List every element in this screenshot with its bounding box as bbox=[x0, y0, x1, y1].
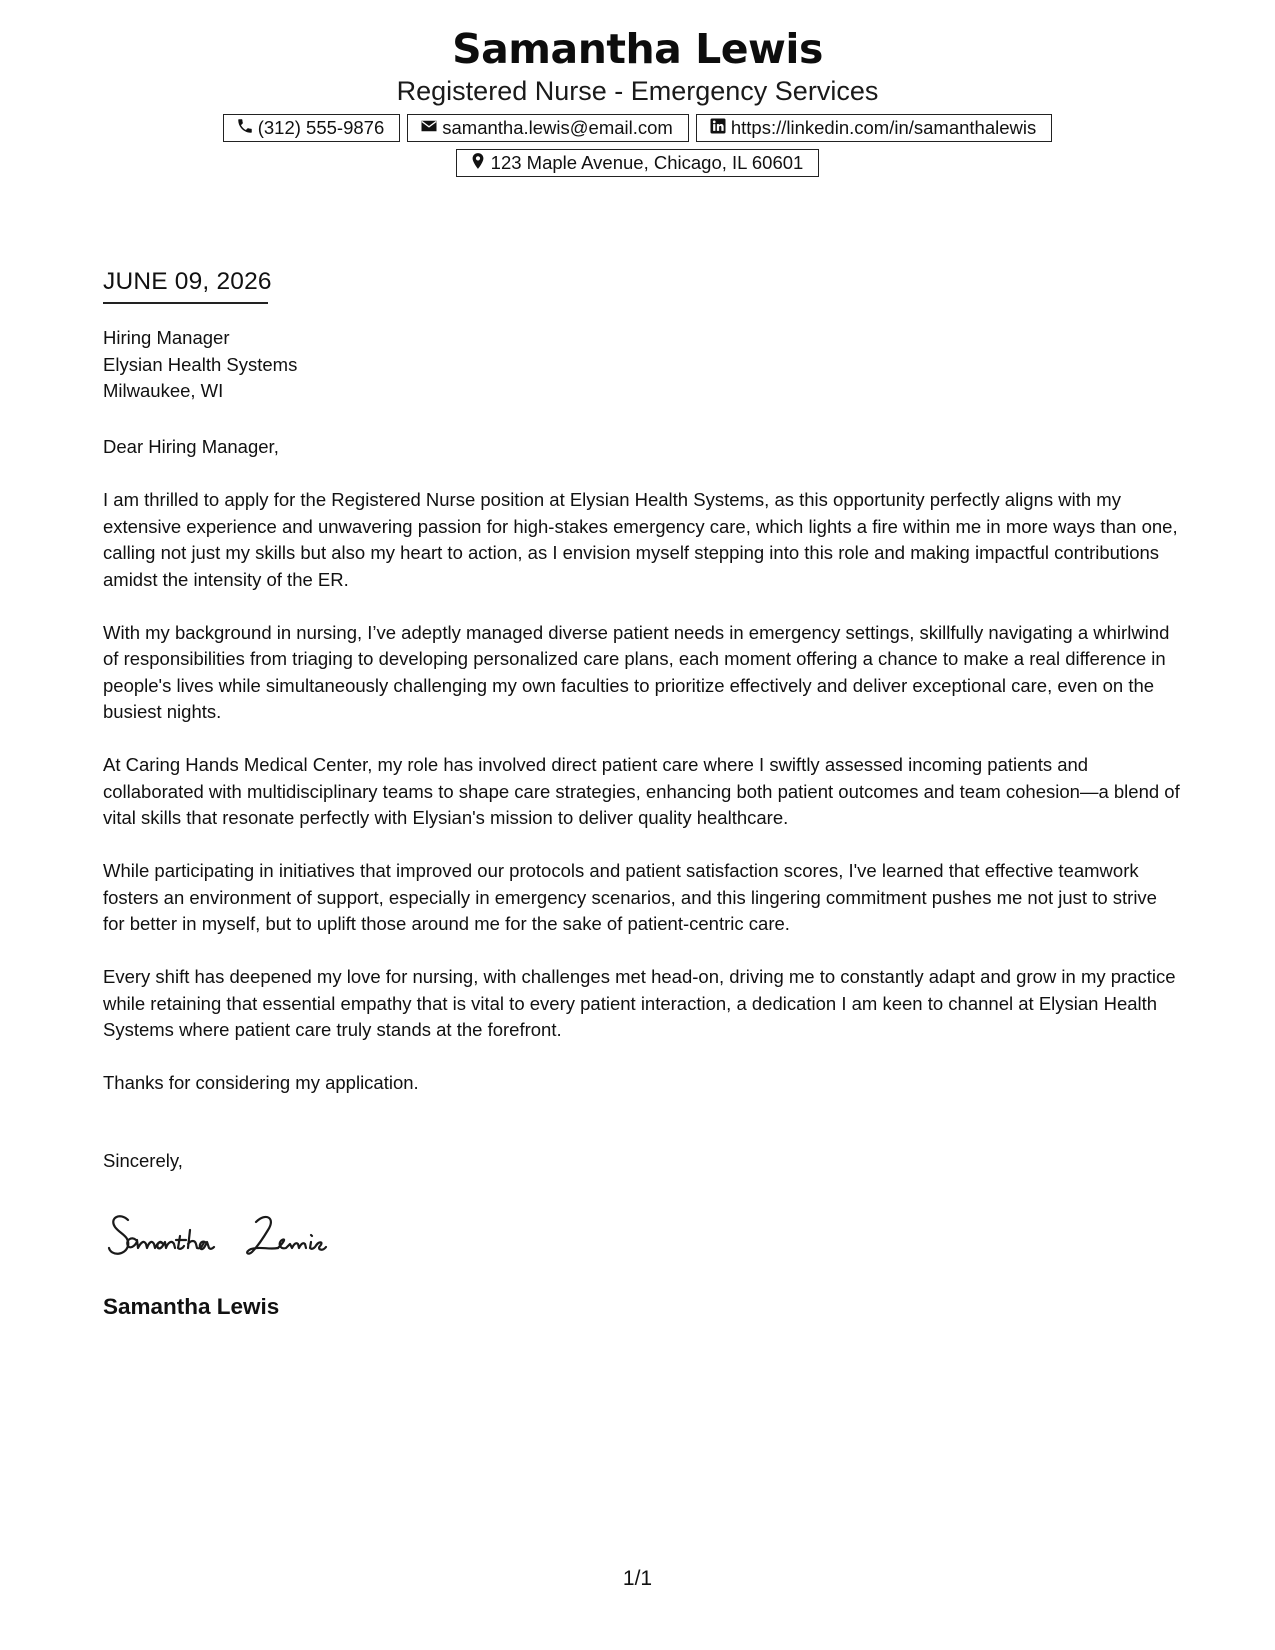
linkedin-contact[interactable] bbox=[696, 114, 1052, 142]
handwritten-signature bbox=[106, 1202, 366, 1272]
email-text: samantha.lewis@email.com bbox=[442, 117, 673, 138]
letter-body bbox=[103, 434, 1183, 1123]
email-contact[interactable] bbox=[407, 114, 689, 142]
applicant-role: Registered Nurse - Emergency Services bbox=[396, 76, 879, 106]
page-number: 1/1 bbox=[622, 1567, 653, 1590]
recipient-line: Milwaukee, WI bbox=[103, 380, 224, 401]
address-row bbox=[0, 149, 1275, 177]
recipient-line: Elysian Health Systems bbox=[103, 353, 298, 375]
closing: Sincerely, bbox=[103, 1150, 183, 1171]
signer-name: Samantha Lewis bbox=[103, 1294, 280, 1319]
contact-row bbox=[0, 114, 1275, 142]
envelope-icon bbox=[420, 117, 438, 140]
recipient-address bbox=[103, 325, 297, 405]
applicant-name: Samantha Lewis bbox=[452, 25, 823, 73]
phone-contact[interactable] bbox=[223, 114, 401, 142]
body-paragraph: While participating in initiatives that improved our protocols and patient satisfaction scores, I've learned that effective teamwork fosters an environment of support, especially in emergency scenarios, and this lingering commitment pushes me not just to strive for better in myself, but to uplift those around me for the sake of patient-centric care. bbox=[103, 860, 1157, 934]
linkedin-text: https://linkedin.com/in/samanthalewis bbox=[730, 117, 1037, 138]
thanks-paragraph: Thanks for considering my application. bbox=[103, 1072, 419, 1093]
letter-date: JUNE 09, 2026 bbox=[103, 268, 272, 295]
map-marker-icon bbox=[469, 152, 487, 175]
body-paragraph: Every shift has deepened my love for nursing, with challenges met head-on, driving me to constantly adapt and grow in my practice while retaining that essential empathy that is vital to every patient interaction, a dedication I am keen to channel at Elysian Health Systems where patient care truly stands at the forefront. bbox=[103, 966, 1176, 1040]
salutation: Dear Hiring Manager, bbox=[103, 436, 279, 457]
recipient-line: Hiring Manager bbox=[103, 327, 230, 348]
letter-header bbox=[0, 24, 1275, 177]
body-paragraph: At Caring Hands Medical Center, my role has involved direct patient care where I swiftly assessed incoming patients and collaborated with multidisciplinary teams to shape care strategies, enhancing both patient outcomes and team cohesion—a blend of vital skills that resonate perfectly with Elysian's mission to deliver quality healthcare. bbox=[103, 754, 1180, 828]
date-block bbox=[103, 267, 272, 304]
body-paragraph: With my background in nursing, I’ve adeptly managed diverse patient needs in emergency settings, skillfully navigating a whirlwind of responsibilities from triaging to developing personalized care plans, each moment offering a chance to make a real difference in people's lives while simultaneously challenging my own faculties to prioritize effectively and deliver exceptional care, even on the busiest nights. bbox=[103, 621, 1170, 722]
phone-icon bbox=[236, 117, 254, 140]
body-paragraph: I am thrilled to apply for the Registered Nurse position at Elysian Health Systems, as this opportunity perfectly aligns with my extensive experience and unwavering passion for high-stakes emergency care, which lights a fire within me in more ways than one, calling not just my skills but also my heart to action, as I envision myself stepping into this role and making impactful contributions amidst the intensity of the ER. bbox=[103, 489, 1178, 590]
phone-text: (312) 555-9876 bbox=[257, 117, 385, 138]
date-underline bbox=[103, 302, 268, 304]
address-contact bbox=[456, 149, 820, 177]
linkedin-icon bbox=[709, 117, 727, 140]
address-text: 123 Maple Avenue, Chicago, IL 60601 bbox=[490, 152, 804, 173]
